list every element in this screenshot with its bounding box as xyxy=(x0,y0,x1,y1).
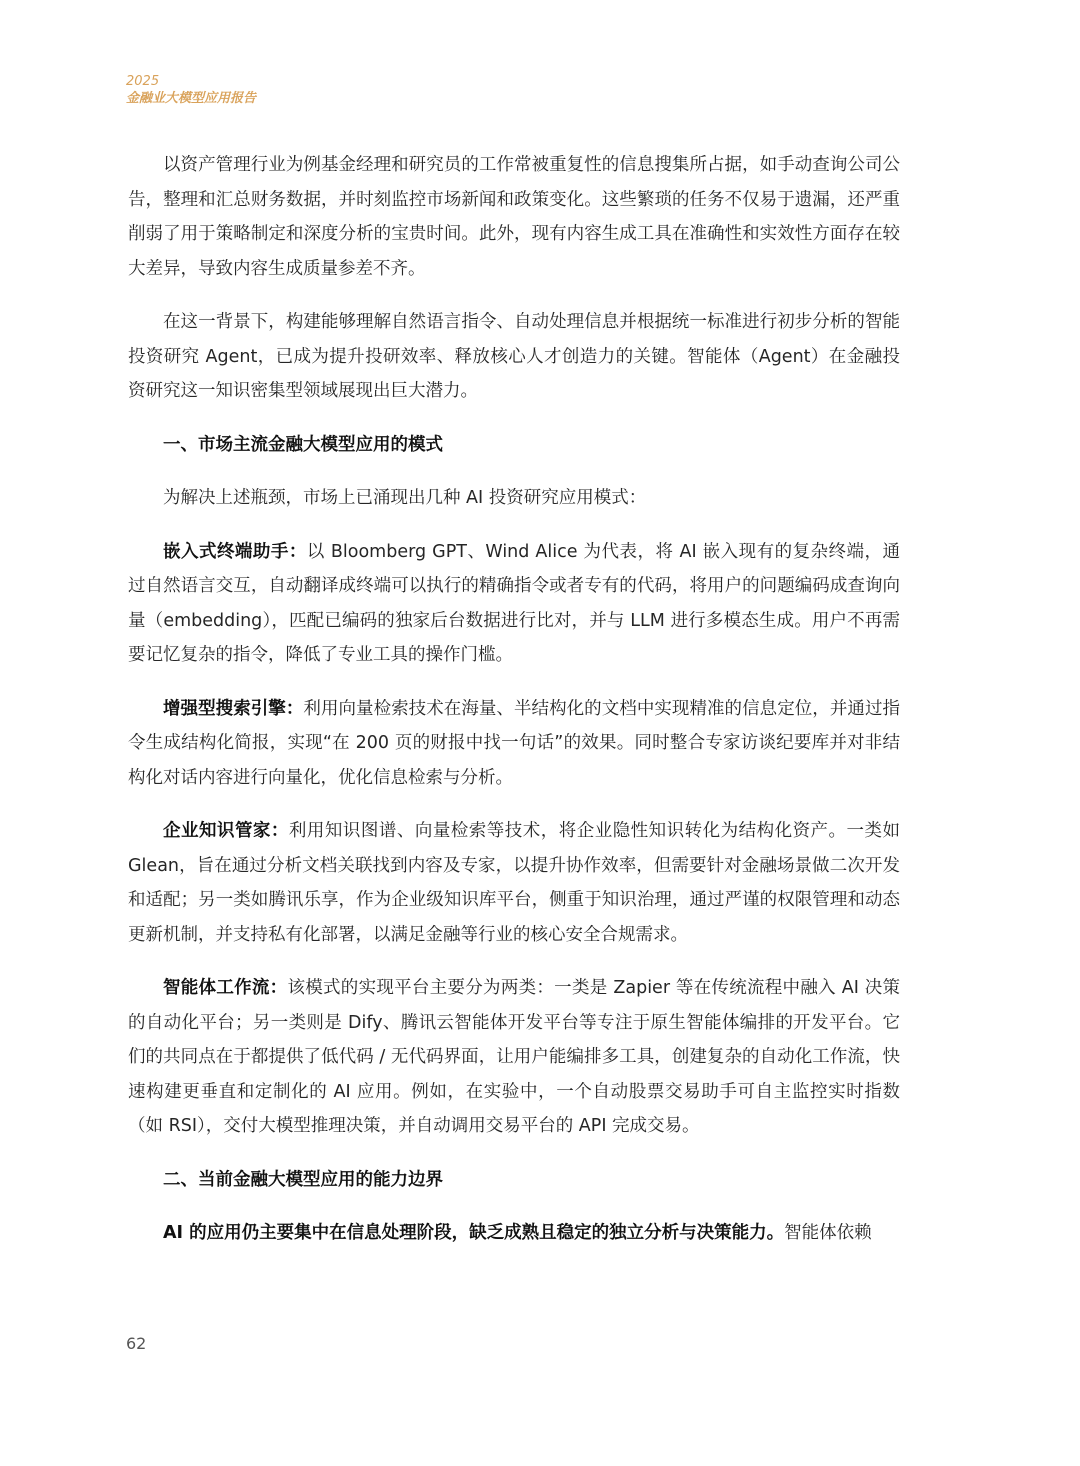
paragraph-embedded-terminal xyxy=(128,535,900,673)
header-year: 2025 xyxy=(126,74,160,89)
text-agent-workflow: 该模式的实现平台主要分为两类：一类是 Zapier 等在传统流程中融入 AI 决策的自动化平台；另一类则是 Dify、腾讯云智能体开发平台等专注于原生智能体编排的开发平台。它们的共同点在于都提供了低代码 / 无代码界面，让用户能编排多工具，创建复杂的自动化工作流，快速构建更垂直和定制化的 AI 应用。例如，在实验中，一个自动股票交易助手可自主监控实时指数（如 RSI），交付大模型推理决策，并自动调用交易平台的 API 完成交易。 xyxy=(128,978,900,1136)
paragraph-background: 在这一背景下，构建能够理解自然语言指令、自动处理信息并根据统一标准进行初步分析的智能投资研究 Agent，已成为提升投研效率、释放核心人才创造力的关键。智能体（Agent）在金融投资研究这一知识密集型领域展现出巨大潜力。 xyxy=(128,312,900,401)
text-embedded-terminal: 以 Bloomberg GPT、Wind Alice 为代表，将 AI 嵌入现有的复杂终端，通过自然语言交互，自动翻译成终端可以执行的精确指令或者专有的代码，将用户的问题编码成查询向量（embedding），匹配已编码的独家后台数据进行比对，并与 LLM 进行多模态生成。用户不再需要记忆复杂的指令，降低了专业工具的操作门槛。 xyxy=(128,541,901,665)
paragraph-knowledge-steward xyxy=(128,814,900,952)
lead-capability-boundary: AI 的应用仍主要集中在信息处理阶段，缺乏成熟且稳定的独立分析与决策能力。 xyxy=(163,1223,785,1243)
page-number: 62 xyxy=(126,1334,147,1353)
text-enhanced-search: 利用向量检索技术在海量、半结构化的文档中实现精准的信息定位，并通过指令生成结构化简报，实现“在 200 页的财报中找一句话”的效果。同时整合专家访谈纪要库并对非结构化对话内容进行向量化，优化信息检索与分析。 xyxy=(128,698,900,788)
lead-enhanced-search: 增强型搜索引擎： xyxy=(163,698,304,719)
lead-embedded-terminal: 嵌入式终端助手： xyxy=(163,541,307,562)
lead-knowledge-steward: 企业知识管家： xyxy=(163,821,289,841)
paragraph-capability-boundary xyxy=(128,1216,900,1251)
paragraph-agent-workflow xyxy=(128,971,900,1144)
section-heading-2: 二、当前金融大模型应用的能力边界 xyxy=(163,1169,443,1190)
main-content xyxy=(128,148,900,1270)
running-header xyxy=(126,74,256,108)
paragraph-asset-management: 以资产管理行业为例基金经理和研究员的工作常被重复性的信息搜集所占据，如手动查询公司公告，整理和汇总财务数据，并时刻监控市场新闻和政策变化。这些繁琐的任务不仅易于遗漏，还严重削弱了用于策略制定和深度分析的宝贵时间。此外，现有内容生成工具在准确性和实效性方面存在较大差异，导致内容生成质量参差不齐。 xyxy=(128,155,900,279)
text-knowledge-steward: 利用知识图谱、向量检索等技术，将企业隐性知识转化为结构化资产。一类如 Glean，旨在通过分析文档关联找到内容及专家，以提升协作效率，但需要针对金融场景做二次开发和适配；另一类如腾讯乐享，作为企业级知识库平台，侧重于知识治理，通过严谨的权限管理和动态更新机制，并支持私有化部署，以满足金融等行业的核心安全合规需求。 xyxy=(128,821,901,945)
section-heading-1: 一、市场主流金融大模型应用的模式 xyxy=(163,434,443,455)
lead-agent-workflow: 智能体工作流： xyxy=(163,978,288,998)
paragraph-intro-modes: 为解决上述瓶颈，市场上已涌现出几种 AI 投资研究应用模式： xyxy=(163,488,647,508)
text-capability-boundary: 智能体依赖 xyxy=(784,1223,872,1243)
paragraph-enhanced-search xyxy=(128,692,900,796)
header-report-title: 金融业大模型应用报告 xyxy=(126,91,257,106)
